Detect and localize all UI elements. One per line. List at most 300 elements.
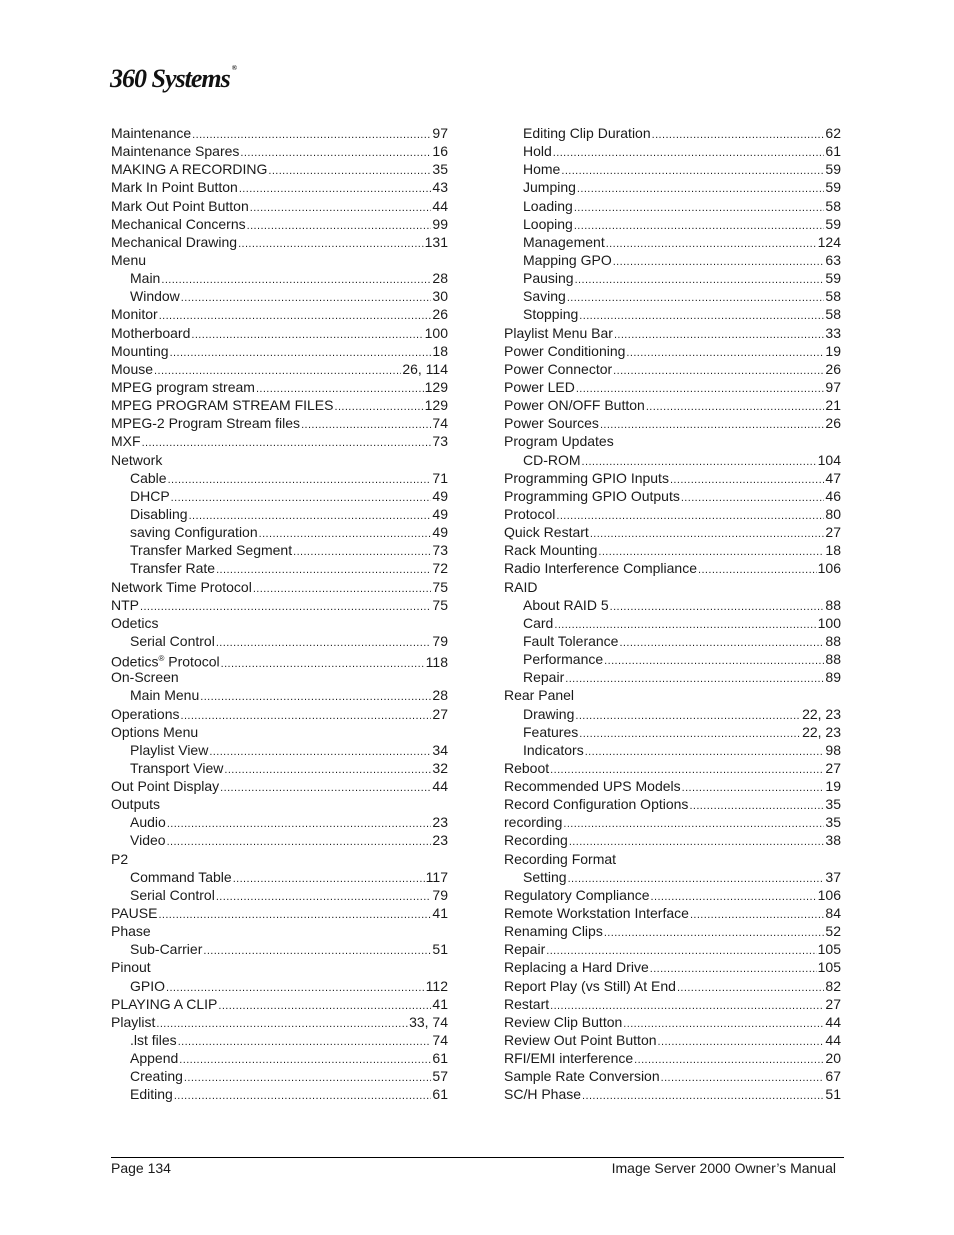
dot-leader bbox=[224, 761, 431, 779]
index-subentry bbox=[504, 650, 841, 668]
index-page-ref: 59 bbox=[825, 215, 841, 232]
index-subentry bbox=[111, 505, 448, 523]
index-term: Power Connector bbox=[504, 360, 613, 377]
index-entry bbox=[504, 414, 841, 432]
index-subentry bbox=[504, 451, 841, 469]
dot-leader bbox=[574, 217, 825, 235]
index-page-ref: 33 bbox=[825, 324, 841, 341]
index-subentry bbox=[111, 1067, 448, 1085]
dot-leader bbox=[181, 289, 432, 307]
index-page-ref: 30 bbox=[432, 288, 448, 305]
index-term: NTP bbox=[111, 596, 139, 613]
index-page-ref: 19 bbox=[825, 778, 841, 795]
index-term: Out Point Display bbox=[111, 778, 220, 795]
index-term: Cable bbox=[130, 469, 167, 486]
index-page-ref: 117 bbox=[425, 868, 448, 885]
index-entry bbox=[504, 360, 841, 378]
index-entry bbox=[504, 1013, 841, 1031]
index-term: Performance bbox=[523, 651, 604, 668]
index-term: Mounting bbox=[111, 342, 169, 359]
dot-leader bbox=[610, 598, 825, 616]
index-page-ref: 59 bbox=[825, 179, 841, 196]
index-entry bbox=[504, 759, 841, 777]
dot-leader bbox=[646, 398, 825, 416]
index-entry bbox=[111, 795, 448, 813]
dot-leader bbox=[170, 344, 432, 362]
index-term: MPEG-2 Program Stream files bbox=[111, 415, 301, 432]
index-term: Disabling bbox=[130, 505, 188, 522]
dot-leader bbox=[619, 634, 824, 652]
index-entry bbox=[111, 850, 448, 868]
dot-leader bbox=[293, 543, 431, 561]
index-term: Reboot bbox=[504, 759, 550, 776]
index-subentry bbox=[504, 233, 841, 251]
index-subentry bbox=[111, 1031, 448, 1049]
index-page-ref: 51 bbox=[432, 941, 448, 958]
dot-leader bbox=[209, 743, 431, 761]
index-subentry bbox=[504, 705, 841, 723]
index-term: Saving bbox=[523, 288, 566, 305]
index-term: Mechanical Drawing bbox=[111, 233, 238, 250]
index-subentry bbox=[504, 269, 841, 287]
index-page-ref: 105 bbox=[817, 959, 841, 976]
dot-leader bbox=[240, 144, 431, 162]
index-entry bbox=[504, 1067, 841, 1085]
index-page-ref: 98 bbox=[825, 741, 841, 758]
index-term: PLAYING A CLIP bbox=[111, 995, 218, 1012]
index-term: Sample Rate Conversion bbox=[504, 1068, 660, 1085]
index-subentry bbox=[111, 686, 448, 704]
index-page-ref: 26, 114 bbox=[402, 360, 448, 377]
dot-leader bbox=[556, 507, 824, 525]
index-subentry bbox=[504, 305, 841, 323]
index-subentry bbox=[111, 1085, 448, 1103]
index-entry bbox=[504, 396, 841, 414]
index-term: Mark Out Point Button bbox=[111, 197, 249, 214]
index-entry bbox=[111, 958, 448, 976]
index-entry bbox=[111, 1013, 448, 1031]
index-term: .lst files bbox=[130, 1032, 177, 1049]
index-entry bbox=[111, 142, 448, 160]
dot-leader bbox=[178, 1033, 432, 1051]
dot-leader bbox=[698, 561, 817, 579]
index-page-ref: 100 bbox=[424, 324, 448, 341]
index-page-ref: 57 bbox=[432, 1068, 448, 1085]
index-term: Mapping GPO bbox=[523, 251, 612, 268]
index-entry bbox=[504, 777, 841, 795]
index-term: Jumping bbox=[523, 179, 576, 196]
index-subentry bbox=[111, 813, 448, 831]
dot-leader bbox=[171, 489, 432, 507]
index-page-ref: 100 bbox=[817, 614, 841, 631]
index-entry bbox=[504, 1031, 841, 1049]
dot-leader bbox=[218, 997, 431, 1015]
dot-leader bbox=[221, 655, 425, 673]
index-entry bbox=[504, 469, 841, 487]
index-entry bbox=[111, 215, 448, 233]
index-entry bbox=[111, 432, 448, 450]
index-page-ref: 41 bbox=[432, 905, 448, 922]
index-entry bbox=[111, 305, 448, 323]
index-page-ref: 26 bbox=[825, 360, 841, 377]
index-entry bbox=[111, 178, 448, 196]
index-entry bbox=[111, 360, 448, 378]
index-entry bbox=[111, 777, 448, 795]
index-page-ref: 49 bbox=[432, 505, 448, 522]
index-page-ref: 44 bbox=[432, 197, 448, 214]
index-entry bbox=[504, 977, 841, 995]
index-entry bbox=[111, 396, 448, 414]
index-page-ref: 43 bbox=[432, 179, 448, 196]
index-page-ref: 23 bbox=[432, 832, 448, 849]
index-subentry bbox=[504, 596, 841, 614]
index-term: On-Screen bbox=[111, 669, 179, 686]
index-page-ref: 28 bbox=[432, 687, 448, 704]
dot-leader bbox=[579, 307, 824, 325]
index-entry bbox=[504, 378, 841, 396]
index-page-ref: 89 bbox=[825, 669, 841, 686]
index-term: Power Sources bbox=[504, 415, 599, 432]
index-page-ref: 97 bbox=[825, 378, 841, 395]
index-page-ref: 28 bbox=[432, 270, 448, 287]
index-term: Stopping bbox=[523, 306, 579, 323]
dot-leader bbox=[161, 271, 431, 289]
index-term: Recording Format bbox=[504, 850, 617, 867]
index-term: Programming GPIO Outputs bbox=[504, 487, 680, 504]
dot-leader bbox=[238, 235, 424, 253]
index-entry bbox=[504, 686, 841, 704]
index-term: P2 bbox=[111, 850, 129, 867]
index-entry bbox=[504, 523, 841, 541]
index-page-ref: 34 bbox=[432, 741, 448, 758]
index-entry bbox=[504, 995, 841, 1013]
index-page-ref: 27 bbox=[432, 705, 448, 722]
dot-leader bbox=[579, 725, 801, 743]
dot-leader bbox=[582, 1087, 824, 1105]
index-entry bbox=[111, 324, 448, 342]
index-subentry bbox=[504, 723, 841, 741]
index-subentry bbox=[504, 197, 841, 215]
dot-leader bbox=[563, 815, 824, 833]
footer-page-number: Page 134 bbox=[111, 1160, 171, 1176]
index-term: Command Table bbox=[130, 868, 232, 885]
index-subentry bbox=[111, 287, 448, 305]
dot-leader bbox=[250, 199, 432, 217]
index-entry bbox=[504, 578, 841, 596]
index-term: PAUSE bbox=[111, 905, 158, 922]
dot-leader bbox=[216, 634, 432, 652]
index-subentry bbox=[111, 487, 448, 505]
index-subentry bbox=[111, 559, 448, 577]
dot-leader bbox=[577, 180, 825, 198]
index-subentry bbox=[111, 940, 448, 958]
index-term: About RAID 5 bbox=[523, 596, 609, 613]
index-entry bbox=[504, 559, 841, 577]
index-term: Transfer Marked Segment bbox=[130, 542, 293, 559]
index-term: Main bbox=[130, 270, 161, 287]
index-page-ref: 32 bbox=[432, 759, 448, 776]
index-page-ref: 27 bbox=[825, 995, 841, 1012]
dot-leader bbox=[590, 525, 825, 543]
index-entry bbox=[111, 451, 448, 469]
index-page-ref: 74 bbox=[432, 1032, 448, 1049]
index-term: MAKING A RECORDING bbox=[111, 161, 268, 178]
dot-leader bbox=[604, 652, 824, 670]
index-term: Audio bbox=[130, 814, 166, 831]
index-term: Phase bbox=[111, 923, 151, 940]
index-entry bbox=[504, 505, 841, 523]
dot-leader bbox=[203, 942, 431, 960]
index-term: saving Configuration bbox=[130, 524, 258, 541]
index-entry bbox=[111, 904, 448, 922]
index-term: Transfer Rate bbox=[130, 560, 216, 577]
index-page-ref: 44 bbox=[825, 1032, 841, 1049]
index-entry bbox=[504, 886, 841, 904]
index-page-ref: 44 bbox=[432, 778, 448, 795]
index-subentry bbox=[111, 977, 448, 995]
index-page-ref: 82 bbox=[825, 977, 841, 994]
index-entry bbox=[111, 233, 448, 251]
index-page-ref: 35 bbox=[825, 814, 841, 831]
index-page-ref: 124 bbox=[817, 233, 841, 250]
index-term: Repair bbox=[523, 669, 565, 686]
index-term: Drawing bbox=[523, 705, 575, 722]
index-page-ref: 73 bbox=[432, 433, 448, 450]
index-page-ref: 46 bbox=[825, 487, 841, 504]
index-page-ref: 26 bbox=[825, 415, 841, 432]
dot-leader bbox=[158, 906, 431, 924]
index-page-ref: 105 bbox=[817, 941, 841, 958]
dot-leader bbox=[690, 906, 824, 924]
index-subentry bbox=[504, 215, 841, 233]
index-term: Mark In Point Button bbox=[111, 179, 238, 196]
index-term: Indicators bbox=[523, 741, 584, 758]
index-entry bbox=[111, 578, 448, 596]
index-term: MXF bbox=[111, 433, 141, 450]
index-term: Recording bbox=[504, 832, 568, 849]
dot-leader bbox=[253, 580, 432, 598]
index-term: Transport View bbox=[130, 759, 224, 776]
index-page-ref: 79 bbox=[432, 632, 448, 649]
index-entry bbox=[504, 922, 841, 940]
dot-leader bbox=[634, 1051, 824, 1069]
index-term: Quick Restart bbox=[504, 524, 589, 541]
dot-leader bbox=[561, 162, 824, 180]
index-page-ref: 58 bbox=[825, 306, 841, 323]
index-subentry bbox=[504, 668, 841, 686]
dot-leader bbox=[613, 362, 824, 380]
index-term: Outputs bbox=[111, 796, 161, 813]
index-page-ref: 61 bbox=[432, 1050, 448, 1067]
index-entry bbox=[504, 342, 841, 360]
index-subentry bbox=[504, 741, 841, 759]
index-page-ref: 62 bbox=[825, 125, 841, 141]
index-page-ref: 104 bbox=[817, 451, 841, 468]
index-term: Editing Clip Duration bbox=[523, 125, 651, 141]
index-term: Maintenance bbox=[111, 125, 192, 141]
dot-leader bbox=[682, 779, 825, 797]
index-term: Menu bbox=[111, 251, 147, 268]
index-term: Mechanical Concerns bbox=[111, 215, 246, 232]
dot-leader bbox=[585, 743, 825, 761]
dot-leader bbox=[216, 888, 432, 906]
index-subentry bbox=[111, 886, 448, 904]
index-page-ref: 35 bbox=[432, 161, 448, 178]
index-term: Rear Panel bbox=[504, 687, 575, 704]
index-term: Options Menu bbox=[111, 723, 199, 740]
dot-leader bbox=[174, 1087, 432, 1105]
index-term: Repair bbox=[504, 941, 546, 958]
dot-leader bbox=[574, 199, 825, 217]
index-page-ref: 21 bbox=[825, 397, 841, 414]
dot-leader bbox=[567, 289, 825, 307]
index-page-ref: 71 bbox=[432, 469, 448, 486]
index-term: Video bbox=[130, 832, 166, 849]
index-term: Programming GPIO Inputs bbox=[504, 469, 669, 486]
index-term: Protocol bbox=[504, 505, 556, 522]
index-term: Serial Control bbox=[130, 632, 215, 649]
index-page-ref: 58 bbox=[825, 288, 841, 305]
dot-leader bbox=[681, 489, 825, 507]
index-subentry bbox=[504, 251, 841, 269]
index-entry bbox=[111, 922, 448, 940]
index-term: Playlist bbox=[111, 1013, 156, 1030]
index-subentry bbox=[504, 142, 841, 160]
index-subentry bbox=[111, 541, 448, 559]
index-page-ref: 35 bbox=[825, 796, 841, 813]
index-page-ref: 129 bbox=[424, 378, 448, 395]
index-term: Serial Control bbox=[130, 886, 215, 903]
index-entry bbox=[504, 324, 841, 342]
index-page-ref: 88 bbox=[825, 651, 841, 668]
index-subentry bbox=[111, 1049, 448, 1067]
index-column-left bbox=[111, 124, 448, 1104]
index-entry bbox=[111, 596, 448, 614]
index-page-ref: 44 bbox=[825, 1013, 841, 1030]
dot-leader bbox=[626, 344, 824, 362]
dot-leader bbox=[184, 1069, 432, 1087]
dot-leader bbox=[167, 815, 432, 833]
index-term: SC/H Phase bbox=[504, 1086, 582, 1103]
dot-leader bbox=[600, 416, 824, 434]
index-page-ref: 61 bbox=[432, 1086, 448, 1103]
dot-leader bbox=[140, 598, 431, 616]
dot-leader bbox=[247, 217, 432, 235]
index-page-ref: 84 bbox=[825, 905, 841, 922]
index-page-ref: 75 bbox=[432, 596, 448, 613]
dot-leader bbox=[575, 707, 801, 725]
dot-leader bbox=[268, 162, 431, 180]
index-term: Review Clip Button bbox=[504, 1013, 623, 1030]
index-term: Operations bbox=[111, 705, 180, 722]
index-term: Home bbox=[523, 161, 561, 178]
index-page-ref: 74 bbox=[432, 415, 448, 432]
index-term: Record Configuration Options bbox=[504, 796, 689, 813]
index-page-ref: 27 bbox=[825, 759, 841, 776]
index-term: Window bbox=[130, 288, 180, 305]
dot-leader bbox=[575, 271, 825, 289]
dot-leader bbox=[334, 398, 423, 416]
index-page-ref: 51 bbox=[825, 1086, 841, 1103]
index-term: DHCP bbox=[130, 487, 170, 504]
index-entry bbox=[111, 614, 448, 632]
index-entry bbox=[111, 414, 448, 432]
dot-leader bbox=[553, 144, 825, 162]
index-subentry bbox=[504, 178, 841, 196]
dot-leader bbox=[191, 326, 423, 344]
index-term: Mouse bbox=[111, 360, 154, 377]
index-subentry bbox=[504, 124, 841, 142]
dot-leader bbox=[613, 253, 825, 271]
index-column-right bbox=[504, 124, 841, 1104]
index-page-ref: 72 bbox=[432, 560, 448, 577]
index-entry bbox=[111, 342, 448, 360]
index-term: Power LED bbox=[504, 378, 575, 395]
dot-leader bbox=[301, 416, 431, 434]
index-subentry bbox=[111, 759, 448, 777]
index-page-ref: 80 bbox=[825, 505, 841, 522]
index-subentry bbox=[111, 523, 448, 541]
index-term: RAID bbox=[504, 578, 538, 595]
index-term: Rack Mounting bbox=[504, 542, 598, 559]
index-term: Sub-Carrier bbox=[130, 941, 203, 958]
index-term: MPEG PROGRAM STREAM FILES bbox=[111, 397, 334, 414]
index-page-ref: 106 bbox=[817, 560, 841, 577]
index-term: Motherboard bbox=[111, 324, 191, 341]
index-subentry bbox=[504, 868, 841, 886]
index-term: Features bbox=[523, 723, 579, 740]
dot-leader bbox=[167, 833, 432, 851]
index-term: recording bbox=[504, 814, 563, 831]
index-page-ref: 59 bbox=[825, 161, 841, 178]
index-term: Odetics® Protocol bbox=[111, 653, 220, 670]
index-entry bbox=[504, 904, 841, 922]
dot-leader bbox=[200, 688, 431, 706]
footer-manual-title: Image Server 2000 Owner’s Manual bbox=[611, 1160, 836, 1176]
index-page-ref: 22, 23 bbox=[802, 723, 841, 740]
index-term: Maintenance Spares bbox=[111, 143, 240, 160]
dot-leader bbox=[168, 471, 432, 489]
index-subentry bbox=[111, 741, 448, 759]
index-term: Monitor bbox=[111, 306, 158, 323]
index-page-ref: 27 bbox=[825, 524, 841, 541]
index-entry bbox=[111, 705, 448, 723]
index-page-ref: 52 bbox=[825, 923, 841, 940]
index-entry bbox=[504, 487, 841, 505]
index-term: Remote Workstation Interface bbox=[504, 905, 689, 922]
index-term: Restart bbox=[504, 995, 550, 1012]
dot-leader bbox=[179, 1051, 431, 1069]
index-subentry bbox=[111, 831, 448, 849]
index-page-ref: 131 bbox=[424, 233, 448, 250]
index-entry bbox=[111, 124, 448, 142]
index-page-ref: 33, 74 bbox=[409, 1013, 448, 1030]
index-entry bbox=[504, 1049, 841, 1067]
index-subentry bbox=[504, 287, 841, 305]
index-entry bbox=[111, 378, 448, 396]
index-term: Power ON/OFF Button bbox=[504, 397, 645, 414]
index-term: Report Play (vs Still) At End bbox=[504, 977, 676, 994]
dot-leader bbox=[677, 979, 824, 997]
index-page-ref: 88 bbox=[825, 596, 841, 613]
index-page-ref: 97 bbox=[432, 125, 448, 141]
index-term: Odetics bbox=[111, 614, 159, 631]
dot-leader bbox=[652, 126, 825, 144]
index-page-ref: 26 bbox=[432, 306, 448, 323]
index-term: Playlist View bbox=[130, 741, 209, 758]
index-term: Network Time Protocol bbox=[111, 578, 252, 595]
dot-leader bbox=[670, 471, 824, 489]
